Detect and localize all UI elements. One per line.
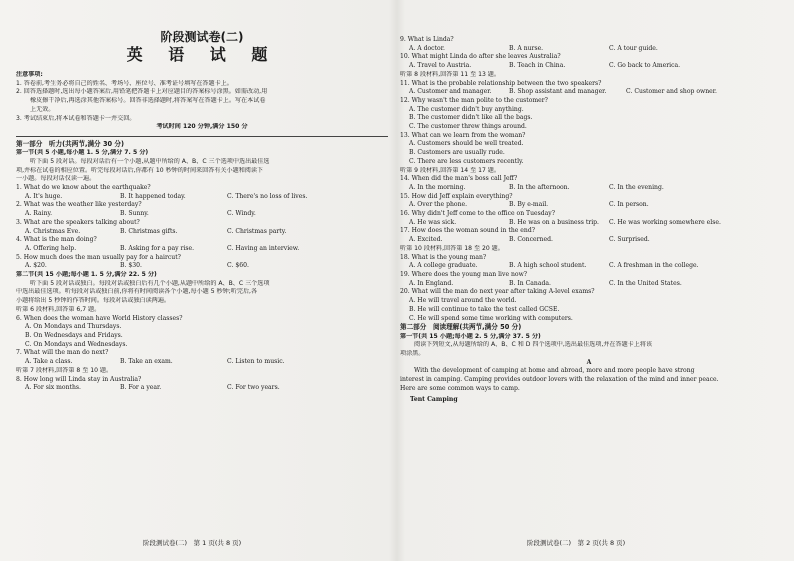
option-a: A. He will travel around the world.	[409, 297, 517, 305]
option-c: C. Listen to music.	[227, 358, 285, 366]
option-c: C. Customer and shop owner.	[626, 88, 717, 96]
option-row	[400, 184, 778, 193]
option-c: C. For two years.	[227, 384, 280, 392]
question-stem: 9. What is Linda?	[400, 36, 454, 43]
part-heading: 第二部分 阅读理解(共两节,满分 50 分)	[400, 323, 522, 332]
option-row	[400, 236, 778, 245]
option-row	[16, 245, 388, 254]
section-heading: 第一节(共 5 小题,每小题 1. 5 分,满分 7. 5 分)	[16, 149, 149, 157]
material-note: 听第 10 段材料,回答第 18 至 20 题。	[400, 244, 504, 252]
option-a: A. In the morning.	[409, 183, 466, 191]
option-row	[400, 201, 778, 210]
option-c: C. $60.	[227, 262, 249, 270]
section-desc: 小题将给出 5 秒钟的作答时间。每段对话或独白读两遍。	[16, 297, 171, 305]
passage-heading: Tent Camping	[410, 396, 458, 404]
option-b: B. In Canada.	[509, 279, 551, 287]
note-line: 1. 答卷前,考生务必将自己的姓名、考场号、座位号、准考证号填写在答题卡上。	[16, 79, 233, 87]
option-b: B. He was on a business trip.	[509, 218, 599, 226]
note-line: 橡皮擦干净后,再选涂其他答案标号。回答非选择题时,将答案写在答题卡上。写在本试卷	[30, 97, 266, 105]
section-heading: 第一节(共 15 小题;每小题 2. 5 分,满分 37. 5 分)	[400, 332, 541, 340]
note-line: 2. 回答选择题时,选出每小题答案后,用铅笔把答题卡上对应题目的答案标号涂黑。如需改动,用	[16, 88, 268, 96]
question-stem: 7. What will the man do next?	[16, 349, 109, 357]
option-b: B. He will continue to take the test called GCSE.	[409, 305, 560, 313]
section-desc: 一小题。每段对话仅读一遍。	[16, 175, 96, 183]
option-a: A. Take a class.	[25, 358, 73, 366]
option-c: C. There are less customers recently.	[409, 157, 524, 165]
option-a: A. Customer and manager.	[409, 88, 492, 96]
question-stem: 5. How much does the man usually pay for a haircut?	[16, 253, 181, 261]
section-desc: 听下面 5 段对话或独白。每段对话或独白后有几个小题,从题中所给的 A、B、C 三个选项	[30, 279, 270, 287]
section-desc: 听下面 5 段对话。每段对话后有一个小题,从题中所给的 A、B、C 三个选项中选出最佳选	[30, 157, 270, 165]
exam-subject: 英 语 试 题	[126, 45, 278, 64]
option-b: B. A high school student.	[509, 262, 587, 270]
option-b: B. $30.	[120, 262, 142, 270]
option-b: B. On Wednesdays and Fridays.	[25, 331, 123, 339]
material-note: 听第 8 段材料,回答第 11 至 13 题。	[400, 70, 500, 78]
question-stem: 3. What are the speakers talking about?	[16, 218, 140, 226]
material-note: 听第 6 段材料,回答第 6,7 题。	[16, 305, 101, 313]
option-row	[400, 62, 778, 71]
note-line: 上无效。	[30, 105, 55, 113]
option-c: C. Go back to America.	[609, 62, 681, 70]
option-b: B. Asking for a pay rise.	[120, 244, 195, 252]
material-note: 听第 7 段材料,回答第 8 至 10 题。	[16, 366, 113, 374]
option-c: C. Having an interview.	[227, 244, 300, 252]
option-b: B. Sunny.	[120, 210, 149, 218]
option-b: B. Concerned.	[509, 236, 553, 244]
option-a: A. Offering help.	[25, 244, 77, 252]
option-c: C. Windy.	[227, 210, 256, 218]
option-c: C. Surprised.	[609, 236, 650, 244]
option-c: C. In the United States.	[609, 279, 682, 287]
passage-line: interest in camping. Camping provides outdoor lovers with the relaxation of the mind and inner peace.	[400, 376, 719, 384]
option-row	[16, 262, 388, 271]
option-c: C. The customer threw things around.	[409, 123, 527, 131]
option-c: C. In the evening.	[609, 183, 664, 191]
question-stem: 12. Why wasn't the man polite to the customer?	[400, 96, 548, 104]
question-stem: 17. How does the woman sound in the end?	[400, 227, 535, 235]
option-a: A. In England.	[409, 279, 454, 287]
option-row	[400, 219, 778, 228]
option-b: B. Take an exam.	[120, 358, 173, 366]
option-a: A. A college graduate.	[409, 262, 478, 270]
option-row	[16, 358, 388, 367]
option-a: A. Christmas Eve.	[25, 227, 81, 235]
exam-title: 阶段测试卷(二)	[160, 30, 244, 44]
option-row	[16, 210, 388, 219]
option-a: A. He was sick.	[409, 218, 457, 226]
option-row	[16, 384, 388, 393]
option-a: A. It's huge.	[25, 192, 63, 200]
option-a: A. Rainy.	[25, 210, 53, 218]
option-a: A. For six months.	[25, 384, 81, 392]
option-c: C. A tour guide.	[609, 44, 658, 52]
left-column	[16, 28, 388, 393]
question-stem: 1. What do we know about the earthquake?	[16, 184, 151, 192]
part-heading: 第一部分 听力(共两节,满分 30 分)	[16, 139, 125, 148]
option-row	[400, 262, 778, 271]
option-c: C. Christmas party.	[227, 227, 287, 235]
option-a: A. A doctor.	[409, 44, 445, 52]
right-column	[400, 36, 778, 405]
page-footer-right: 阶段测试卷(二) 第 2 页(共 8 页)	[527, 539, 626, 547]
option-b: B. The customer didn't like all the bags.	[409, 114, 533, 122]
section-desc: 阅读下列短文,从每题所给的 A、B、C 和 D 四个选项中,选出最佳选项,并在答题卡上将该	[414, 341, 653, 349]
question-stem: 20. What will the man do next year after taking A-level exams?	[400, 288, 595, 296]
passage-label: A	[586, 358, 592, 366]
option-b: B. For a year.	[120, 384, 162, 392]
option-b: B. Teach in China.	[509, 62, 566, 70]
note-line: 3. 考试结束后,将本试卷和答题卡一并交回。	[16, 114, 136, 122]
question-stem: 19. Where does the young man live now?	[400, 270, 528, 278]
section-desc: 项,并标在试卷的相应位置。听完每段对话后,你都有 10 秒钟的时间来回答有关小题和阅读下	[16, 166, 264, 174]
option-row	[400, 280, 778, 289]
option-a: A. Excited.	[409, 236, 443, 244]
option-c: C. He was working somewhere else.	[609, 218, 721, 226]
question-stem: 14. When did the man's boss call Jeff?	[400, 175, 518, 183]
question-stem: 10. What might Linda do after she leaves Australia?	[400, 53, 561, 61]
question-stem: 15. How did Jeff explain everything?	[400, 192, 513, 200]
exam-time: 考试时间 120 分钟,满分 150 分	[156, 123, 248, 131]
option-b: B. Customers are usually rude.	[409, 149, 505, 157]
question-stem: 13. What can we learn from the woman?	[400, 131, 526, 139]
question-stem: 11. What is the probable relationship between the two speakers?	[400, 79, 602, 87]
question-stem: 18. What is the young man?	[400, 253, 487, 261]
option-b: B. In the afternoon.	[509, 183, 570, 191]
option-row	[16, 228, 388, 237]
page-footer-left: 阶段测试卷(二) 第 1 页(共 8 页)	[143, 539, 242, 547]
option-b: B. Christmas gifts.	[120, 227, 178, 235]
divider	[16, 136, 388, 137]
option-row	[400, 88, 778, 97]
option-a: A. Travel to Austria.	[409, 62, 472, 70]
option-c: C. A freshman in the college.	[609, 262, 699, 270]
material-note: 听第 9 段材料,回答第 14 至 17 题。	[400, 166, 500, 174]
option-a: A. On Mondays and Thursdays.	[25, 323, 122, 331]
option-b: B. By e-mail.	[509, 201, 549, 209]
option-b: B. Shop assistant and manager.	[509, 88, 607, 96]
section-heading: 第二节(共 15 小题;每小题 1. 5 分,满分 22. 5 分)	[16, 271, 157, 279]
option-a: A. The customer didn't buy anything.	[409, 105, 524, 113]
passage-line: With the development of camping at home and abroad, more and more people have strong	[414, 367, 695, 375]
question-stem: 2. What was the weather like yesterday?	[16, 201, 142, 209]
notes-heading: 注意事项:	[16, 71, 43, 78]
option-c: C. In person.	[609, 201, 649, 209]
passage-line: Here are some common ways to camp.	[400, 384, 520, 392]
option-a: A. Over the phone.	[409, 201, 468, 209]
question-stem: 8. How long will Linda stay in Australia?	[16, 375, 142, 383]
option-row	[16, 193, 388, 202]
section-desc: 中选出最佳选项。听每段对话或独白前,你将有时间阅读各个小题,每小题 5 秒钟;听完后,各	[16, 288, 258, 296]
option-a: A. Customers should be well treated.	[409, 140, 524, 148]
section-desc: 项涂黑。	[400, 349, 425, 357]
question-stem: 16. Why didn't Jeff come to the office on Tuesday?	[400, 210, 556, 218]
option-b: B. It happened today.	[120, 192, 186, 200]
option-c: C. On Mondays and Wednesdays.	[25, 340, 128, 348]
option-c: C. He will spend some time working with computers.	[409, 314, 573, 322]
question-stem: 6. When does the woman have World History classes?	[16, 314, 183, 322]
option-a: A. $20.	[25, 262, 47, 270]
option-c: C. There's no loss of lives.	[227, 192, 308, 200]
option-row	[400, 45, 778, 54]
question-stem: 4. What is the man doing?	[16, 236, 97, 244]
option-b: B. A nurse.	[509, 44, 544, 52]
